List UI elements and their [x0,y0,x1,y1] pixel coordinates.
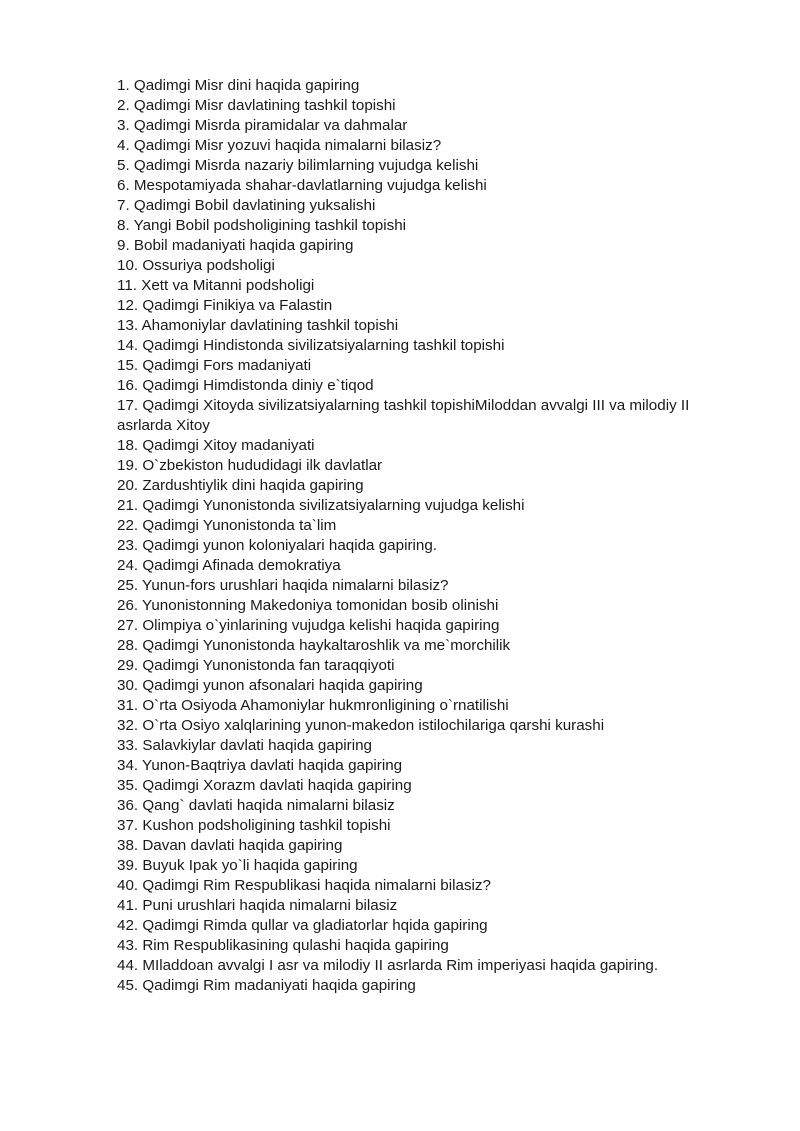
list-item: 6. Mespotamiyada shahar-davlatlarning vujudga kelishi [117,177,487,194]
list-item: 23. Qadimgi yunon koloniyalari haqida gapiring. [117,537,437,554]
list-item: 33. Salavkiylar davlati haqida gapiring [117,737,372,754]
list-item: 20. Zardushtiylik dini haqida gapiring [117,477,364,494]
list-item: 39. Buyuk Ipak yo`li haqida gapiring [117,857,358,874]
list-item: 30. Qadimgi yunon afsonalari haqida gapiring [117,677,423,694]
list-item: 5. Qadimgi Misrda nazariy bilimlarning vujudga kelishi [117,157,479,174]
list-item: 19. O`zbekiston hududidagi ilk davlatlar [117,457,383,474]
list-item: 29. Qadimgi Yunonistonda fan taraqqiyoti [117,657,395,674]
list-item: 32. O`rta Osiyo xalqlarining yunon-makedon istilochilariga qarshi kurashi [117,717,605,734]
list-item: 22. Qadimgi Yunonistonda ta`lim [117,517,337,534]
list-item: 16. Qadimgi Himdistonda diniy e`tiqod [117,377,374,394]
list-item: 28. Qadimgi Yunonistonda haykaltaroshlik va me`morchilik [117,637,511,654]
list-item: 7. Qadimgi Bobil davlatining yuksalishi [117,197,376,214]
question-list [117,76,737,996]
list-item: 14. Qadimgi Hindistonda sivilizatsiyalarning tashkil topishi [117,337,505,354]
list-item: 44. MIladdoan avvalgi I asr va milodiy II asrlarda Rim imperiyasi haqida gapiring. [117,957,659,974]
list-item: 10. Ossuriya podsholigi [117,257,275,274]
list-item: 3. Qadimgi Misrda piramidalar va dahmalar [117,117,408,134]
list-item: 13. Ahamoniylar davlatining tashkil topishi [117,317,399,334]
list-item: 8. Yangi Bobil podsholigining tashkil topishi [117,217,407,234]
list-item: 12. Qadimgi Finikiya va Falastin [117,297,333,314]
list-item: 27. Olimpiya o`yinlarining vujudga kelishi haqida gapiring [117,617,500,634]
list-item: 36. Qang` davlati haqida nimalarni bilasiz [117,797,395,814]
list-item: 37. Kushon podsholigining tashkil topishi [117,817,391,834]
list-item: 17. Qadimgi Xitoyda sivilizatsiyalarning tashkil topishiMiloddan avvalgi III va milodiy II asrlarda Xitoy [117,397,690,434]
list-item: 31. O`rta Osiyoda Ahamoniylar hukmronligining o`rnatilishi [117,697,509,714]
list-item: 9. Bobil madaniyati haqida gapiring [117,237,354,254]
list-item: 26. Yunonistonning Makedoniya tomonidan bosib olinishi [117,597,499,614]
list-item: 38. Davan davlati haqida gapiring [117,837,343,854]
list-item: 1. Qadimgi Misr dini haqida gapiring [117,77,360,94]
list-item: 43. Rim Respublikasining qulashi haqida gapiring [117,937,449,954]
list-item: 15. Qadimgi Fors madaniyati [117,357,312,374]
list-item: 34. Yunon-Baqtriya davlati haqida gapiring [117,757,403,774]
list-item: 25. Yunun-fors urushlari haqida nimalarni bilasiz? [117,577,449,594]
list-item: 45. Qadimgi Rim madaniyati haqida gapiring [117,977,416,994]
list-item: 18. Qadimgi Xitoy madaniyati [117,437,315,454]
list-item: 24. Qadimgi Afinada demokratiya [117,557,341,574]
list-item: 35. Qadimgi Xorazm davlati haqida gapiring [117,777,412,794]
list-item: 42. Qadimgi Rimda qullar va gladiatorlar hqida gapiring [117,917,488,934]
list-item: 11. Xett va Mitanni podsholigi [117,277,315,294]
list-item: 41. Puni urushlari haqida nimalarni bilasiz [117,897,398,914]
list-item: 2. Qadimgi Misr davlatining tashkil topishi [117,97,396,114]
list-item: 21. Qadimgi Yunonistonda sivilizatsiyalarning vujudga kelishi [117,497,525,514]
list-item: 4. Qadimgi Misr yozuvi haqida nimalarni bilasiz? [117,137,442,154]
list-item: 40. Qadimgi Rim Respublikasi haqida nimalarni bilasiz? [117,877,491,894]
